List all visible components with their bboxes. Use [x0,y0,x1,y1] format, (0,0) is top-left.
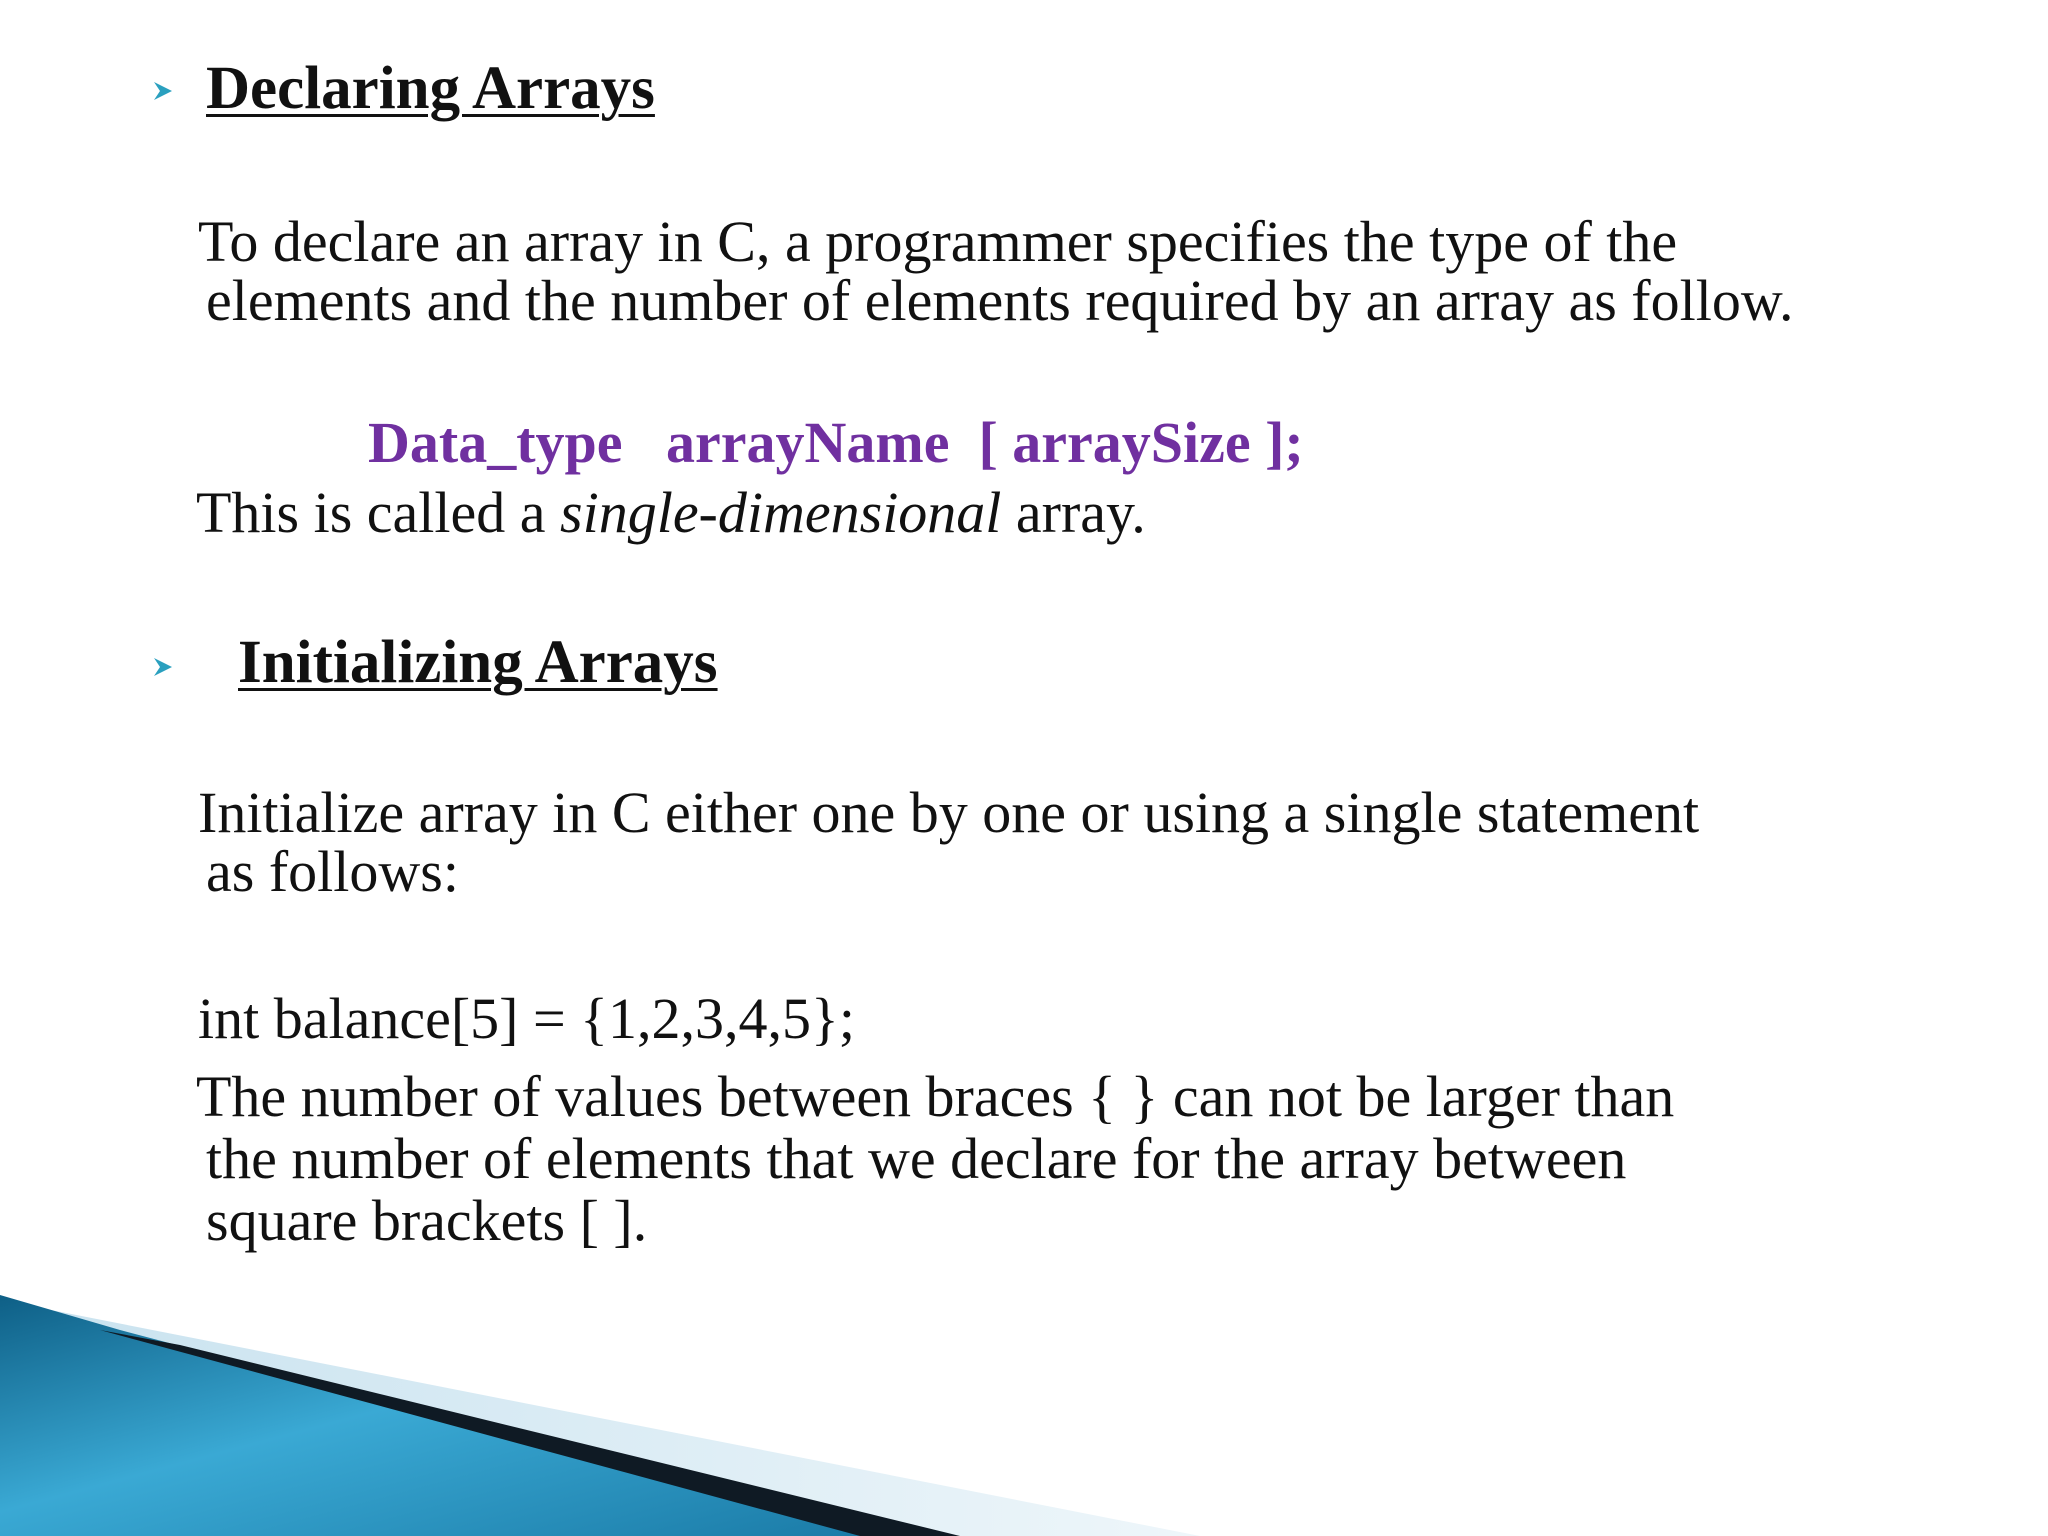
declaring-arrays-heading: Declaring Arrays [206,55,655,122]
braces-rule-line-3: square brackets [ ]. [206,1188,648,1253]
initializing-arrays-heading: Initializing Arrays [238,629,718,696]
initialization-code-example: int balance[5] = {1,2,3,4,5}; [198,986,855,1051]
initializing-paragraph-line-1: Initialize array in C either one by one or using a single statement [198,780,1700,845]
braces-rule-line-1: The number of values between braces { } can not be larger than [196,1064,1675,1129]
arrowhead-bullet-icon [152,656,174,678]
declaration-syntax: Data_type arrayName [ arraySize ]; [368,410,1304,475]
note-suffix: array. [1001,480,1146,545]
single-dimensional-note [196,480,1146,545]
initializing-paragraph-line-2: as follows: [206,839,459,904]
note-prefix: This is called a [196,480,561,545]
braces-rule-line-2: the number of elements that we declare for the array between [206,1126,1627,1191]
note-italic-term: single-dimensional [560,480,1002,545]
declaring-paragraph-line-1: To declare an array in C, a programmer specifies the type of the [198,209,1678,274]
declaring-paragraph-line-2: elements and the number of elements required by an array as follow. [206,268,1794,333]
arrowhead-bullet-icon [152,80,174,102]
